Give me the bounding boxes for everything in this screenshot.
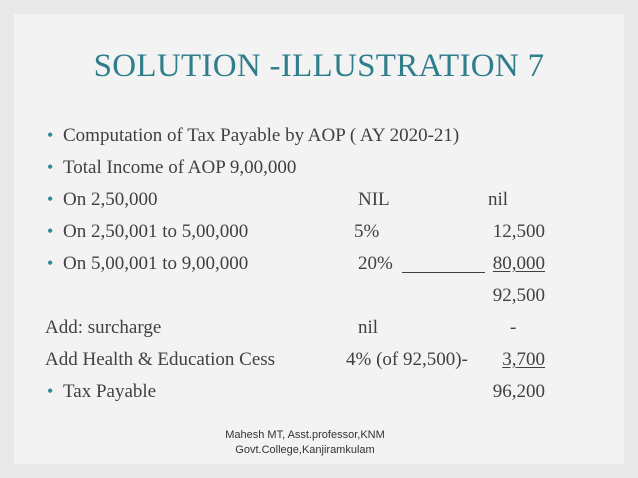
row-surcharge bbox=[14, 317, 624, 343]
row-amount: 92,500 bbox=[492, 285, 545, 306]
row-computation bbox=[14, 125, 624, 151]
bullet-icon: • bbox=[47, 125, 54, 145]
row-label: On 2,50,001 to 5,00,000 bbox=[63, 221, 249, 242]
row-amount: nil bbox=[488, 189, 509, 210]
bullet-icon: • bbox=[47, 381, 54, 401]
row-label: On 2,50,000 bbox=[63, 189, 158, 210]
slide-footer bbox=[205, 428, 405, 458]
row-amount: 3,700 bbox=[502, 349, 545, 370]
row-label: Add Health & Education Cess bbox=[45, 349, 276, 370]
row-rate: 20% bbox=[358, 253, 393, 274]
footer-line-1: Mahesh MT, Asst.professor,KNM bbox=[225, 429, 385, 441]
row-label: Computation of Tax Payable by AOP ( AY 2020-21) bbox=[63, 125, 460, 146]
bullet-icon: • bbox=[47, 221, 54, 241]
row-total-income bbox=[14, 157, 624, 183]
row-rate: 4% (of 92,500)- bbox=[346, 349, 468, 370]
row-amount: 12,500 bbox=[492, 221, 545, 242]
row-tax-payable bbox=[14, 381, 624, 407]
row-amount: 80,000 bbox=[492, 253, 545, 274]
row-rate: nil bbox=[358, 317, 379, 338]
bullet-icon: • bbox=[47, 253, 54, 273]
row-slab-3 bbox=[14, 253, 624, 279]
underline-rule bbox=[402, 254, 485, 273]
row-subtotal bbox=[14, 285, 624, 311]
row-cess bbox=[14, 349, 624, 375]
bullet-icon: • bbox=[47, 157, 54, 177]
row-amount: - bbox=[510, 317, 517, 338]
slide bbox=[14, 14, 624, 464]
row-amount: 96,200 bbox=[492, 381, 545, 402]
row-rate: 5% bbox=[354, 221, 380, 242]
row-slab-2 bbox=[14, 221, 624, 247]
row-label: Total Income of AOP 9,00,000 bbox=[63, 157, 297, 178]
row-label: On 5,00,001 to 9,00,000 bbox=[63, 253, 249, 274]
footer-line-2: Govt.College,Kanjiramkulam bbox=[235, 444, 375, 456]
row-label: Add: surcharge bbox=[45, 317, 162, 338]
row-rate: NIL bbox=[358, 189, 390, 210]
bullet-icon: • bbox=[47, 189, 54, 209]
row-label: Tax Payable bbox=[63, 381, 157, 402]
slide-title: SOLUTION -ILLUSTRATION 7 bbox=[93, 48, 545, 84]
row-slab-1 bbox=[14, 189, 624, 215]
